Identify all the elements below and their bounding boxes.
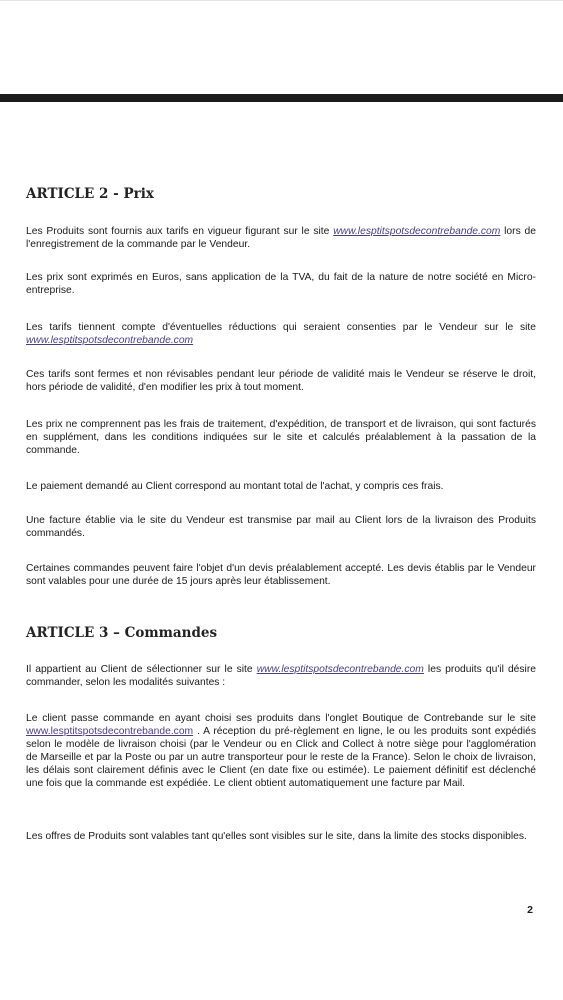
site-link[interactable]: www.lesptitspotsdecontrebande.com: [26, 335, 194, 346]
page-number: 2: [527, 904, 533, 916]
site-link[interactable]: www.lesptitspotsdecontrebande.com: [256, 664, 424, 675]
article-2-paragraph-4: Ces tarifs sont fermes et non révisables pendant leur période de validité mais le Vendeur se réserve le droit, hors période de validité, d'en modifier les prix à tout moment.: [26, 369, 536, 393]
article-2-heading: ARTICLE 2 - Prix: [26, 186, 154, 202]
article-2-paragraph-5: Les prix ne comprennent pas les frais de traitement, d'expédition, de transport et de livraison, qui sont facturés en supplément, dans les conditions indiquées sur le site et calculés préalablement à la passation de la commande.: [26, 419, 536, 456]
site-link[interactable]: www.lesptitspotsdecontrebande.com: [26, 726, 194, 737]
site-link[interactable]: www.lesptitspotsdecontrebande.com: [333, 226, 501, 237]
article-2-paragraph-6: Le paiement demandé au Client correspond au montant total de l'achat, y compris ces frais.: [26, 481, 444, 492]
article-2-paragraph-2: Les prix sont exprimés en Euros, sans application de la TVA, du fait de la nature de notre société en Micro-entreprise.: [26, 272, 536, 296]
page-top-edge: [0, 0, 563, 1]
article-3-paragraph-3: Les offres de Produits sont valables tant qu'elles sont visibles sur le site, dans la limite des stocks disponibles.: [26, 831, 527, 842]
header-bar: [0, 94, 563, 102]
article-3-paragraph-2: Le client passe commande en ayant choisi ses produits dans l'onglet Boutique de Contrebande sur le site www.lesptitspotsdecontrebande.com . A réception du pré-règlement en ligne, le ou les produits sont expédiés selon le modèle de livraison choisi (par le Vendeur ou en Click and Collect à notre siège pour l'agglomération de Marseille et par la Poste ou par un autre transporteur pour le reste de la France). Selon le choix de livraison, les délais sont clairement définis avec le Client (en date fixe ou estimée). Le paiement définitif est déclenché une fois que la commande est expédiée. Le client obtient automatiquement une facture par Mail.: [26, 713, 536, 789]
article-2-paragraph-7: Une facture établie via le site du Vendeur est transmise par mail au Client lors de la livraison des Produits commandés.: [26, 515, 536, 539]
article-2-paragraph-8: Certaines commandes peuvent faire l'objet d'un devis préalablement accepté. Les devis établis par le Vendeur sont valables pour une durée de 15 jours après leur établissement.: [26, 563, 536, 587]
article-3-paragraph-1: Il appartient au Client de sélectionner sur le site www.lesptitspotsdecontrebande.com les produits qu'il désire commander, selon les modalités suivantes :: [26, 664, 536, 688]
article-3-heading: ARTICLE 3 – Commandes: [26, 625, 218, 641]
article-2-paragraph-1: Les Produits sont fournis aux tarifs en vigueur figurant sur le site www.lesptitspotsdecontrebande.com lors de l'enregistrement de la commande par le Vendeur.: [26, 226, 536, 250]
article-2-paragraph-3: Les tarifs tiennent compte d'éventuelles réductions qui seraient consenties par le Vendeur sur le site www.lesptitspotsdecontrebande.com: [26, 322, 536, 346]
